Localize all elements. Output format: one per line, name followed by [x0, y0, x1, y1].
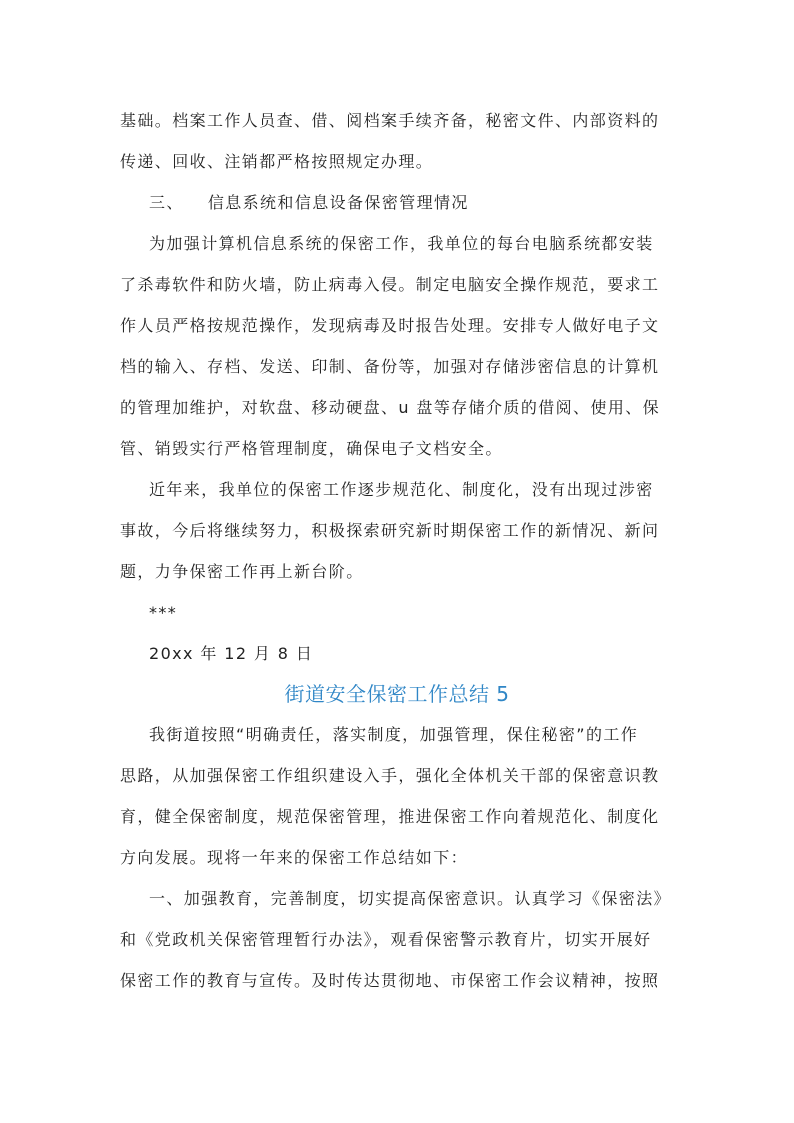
text-line: 思路，从加强保密工作组织建设入手，强化全体机关干部的保密意识教: [120, 766, 660, 785]
text-line: 传递、回收、注销都严格按照规定办理。: [120, 152, 434, 171]
signature: ***: [149, 603, 178, 622]
text-line: 基础。档案工作人员查、借、阅档案手续齐备，秘密文件、内部资料的: [120, 111, 660, 130]
section-heading: [120, 182, 674, 223]
text-line: 作人员严格按规范操作，发现病毒及时报告处理。安排专人做好电子文: [120, 316, 660, 335]
text-line: 事故，今后将继续努力，积极探索研究新时期保密工作的新情况、新问: [120, 521, 660, 540]
section-number: 三、: [149, 193, 184, 212]
date-line: 20xx 年 12 月 8 日: [149, 644, 314, 663]
text-line: 一、加强教育，完善制度，切实提高保密意识。认真学习《保密法》: [149, 889, 672, 908]
text-line: 近年来，我单位的保密工作逐步规范化、制度化，没有出现过涉密: [149, 480, 654, 499]
text-line: 育，健全保密制度，规范保密管理，推进保密工作向着规范化、制度化: [120, 807, 660, 826]
text-line: 方向发展。现将一年来的保密工作总结如下：: [120, 848, 469, 867]
text-line: 的管理加维护，对软盘、移动硬盘、u 盘等存储介质的借阅、使用、保: [120, 398, 661, 417]
text-line: 我街道按照“明确责任，落实制度，加强管理，保住秘密”的工作: [149, 725, 639, 744]
text-line: 管、销毁实行严格管理制度，确保电子文档安全。: [120, 439, 503, 458]
text-line: 和《党政机关保密管理暂行办法》，观看保密警示教育片，切实开展好: [120, 930, 652, 949]
text-line: 了杀毒软件和防火墙，防止病毒入侵。制定电脑安全操作规范，要求工: [120, 275, 660, 294]
text-line: 题，力争保密工作再上新台阶。: [120, 562, 364, 581]
section-title: 信息系统和信息设备保密管理情况: [207, 193, 469, 212]
document-title: 街道安全保密工作总结 5: [284, 682, 510, 706]
text-line: 档的输入、存档、发送、印制、备份等，加强对存储涉密信息的计算机: [120, 357, 660, 376]
text-line: 为加强计算机信息系统的保密工作，我单位的每台电脑系统都安装: [149, 234, 654, 253]
text-line: 保密工作的教育与宣传。及时传达贯彻地、市保密工作会议精神，按照: [120, 971, 660, 990]
